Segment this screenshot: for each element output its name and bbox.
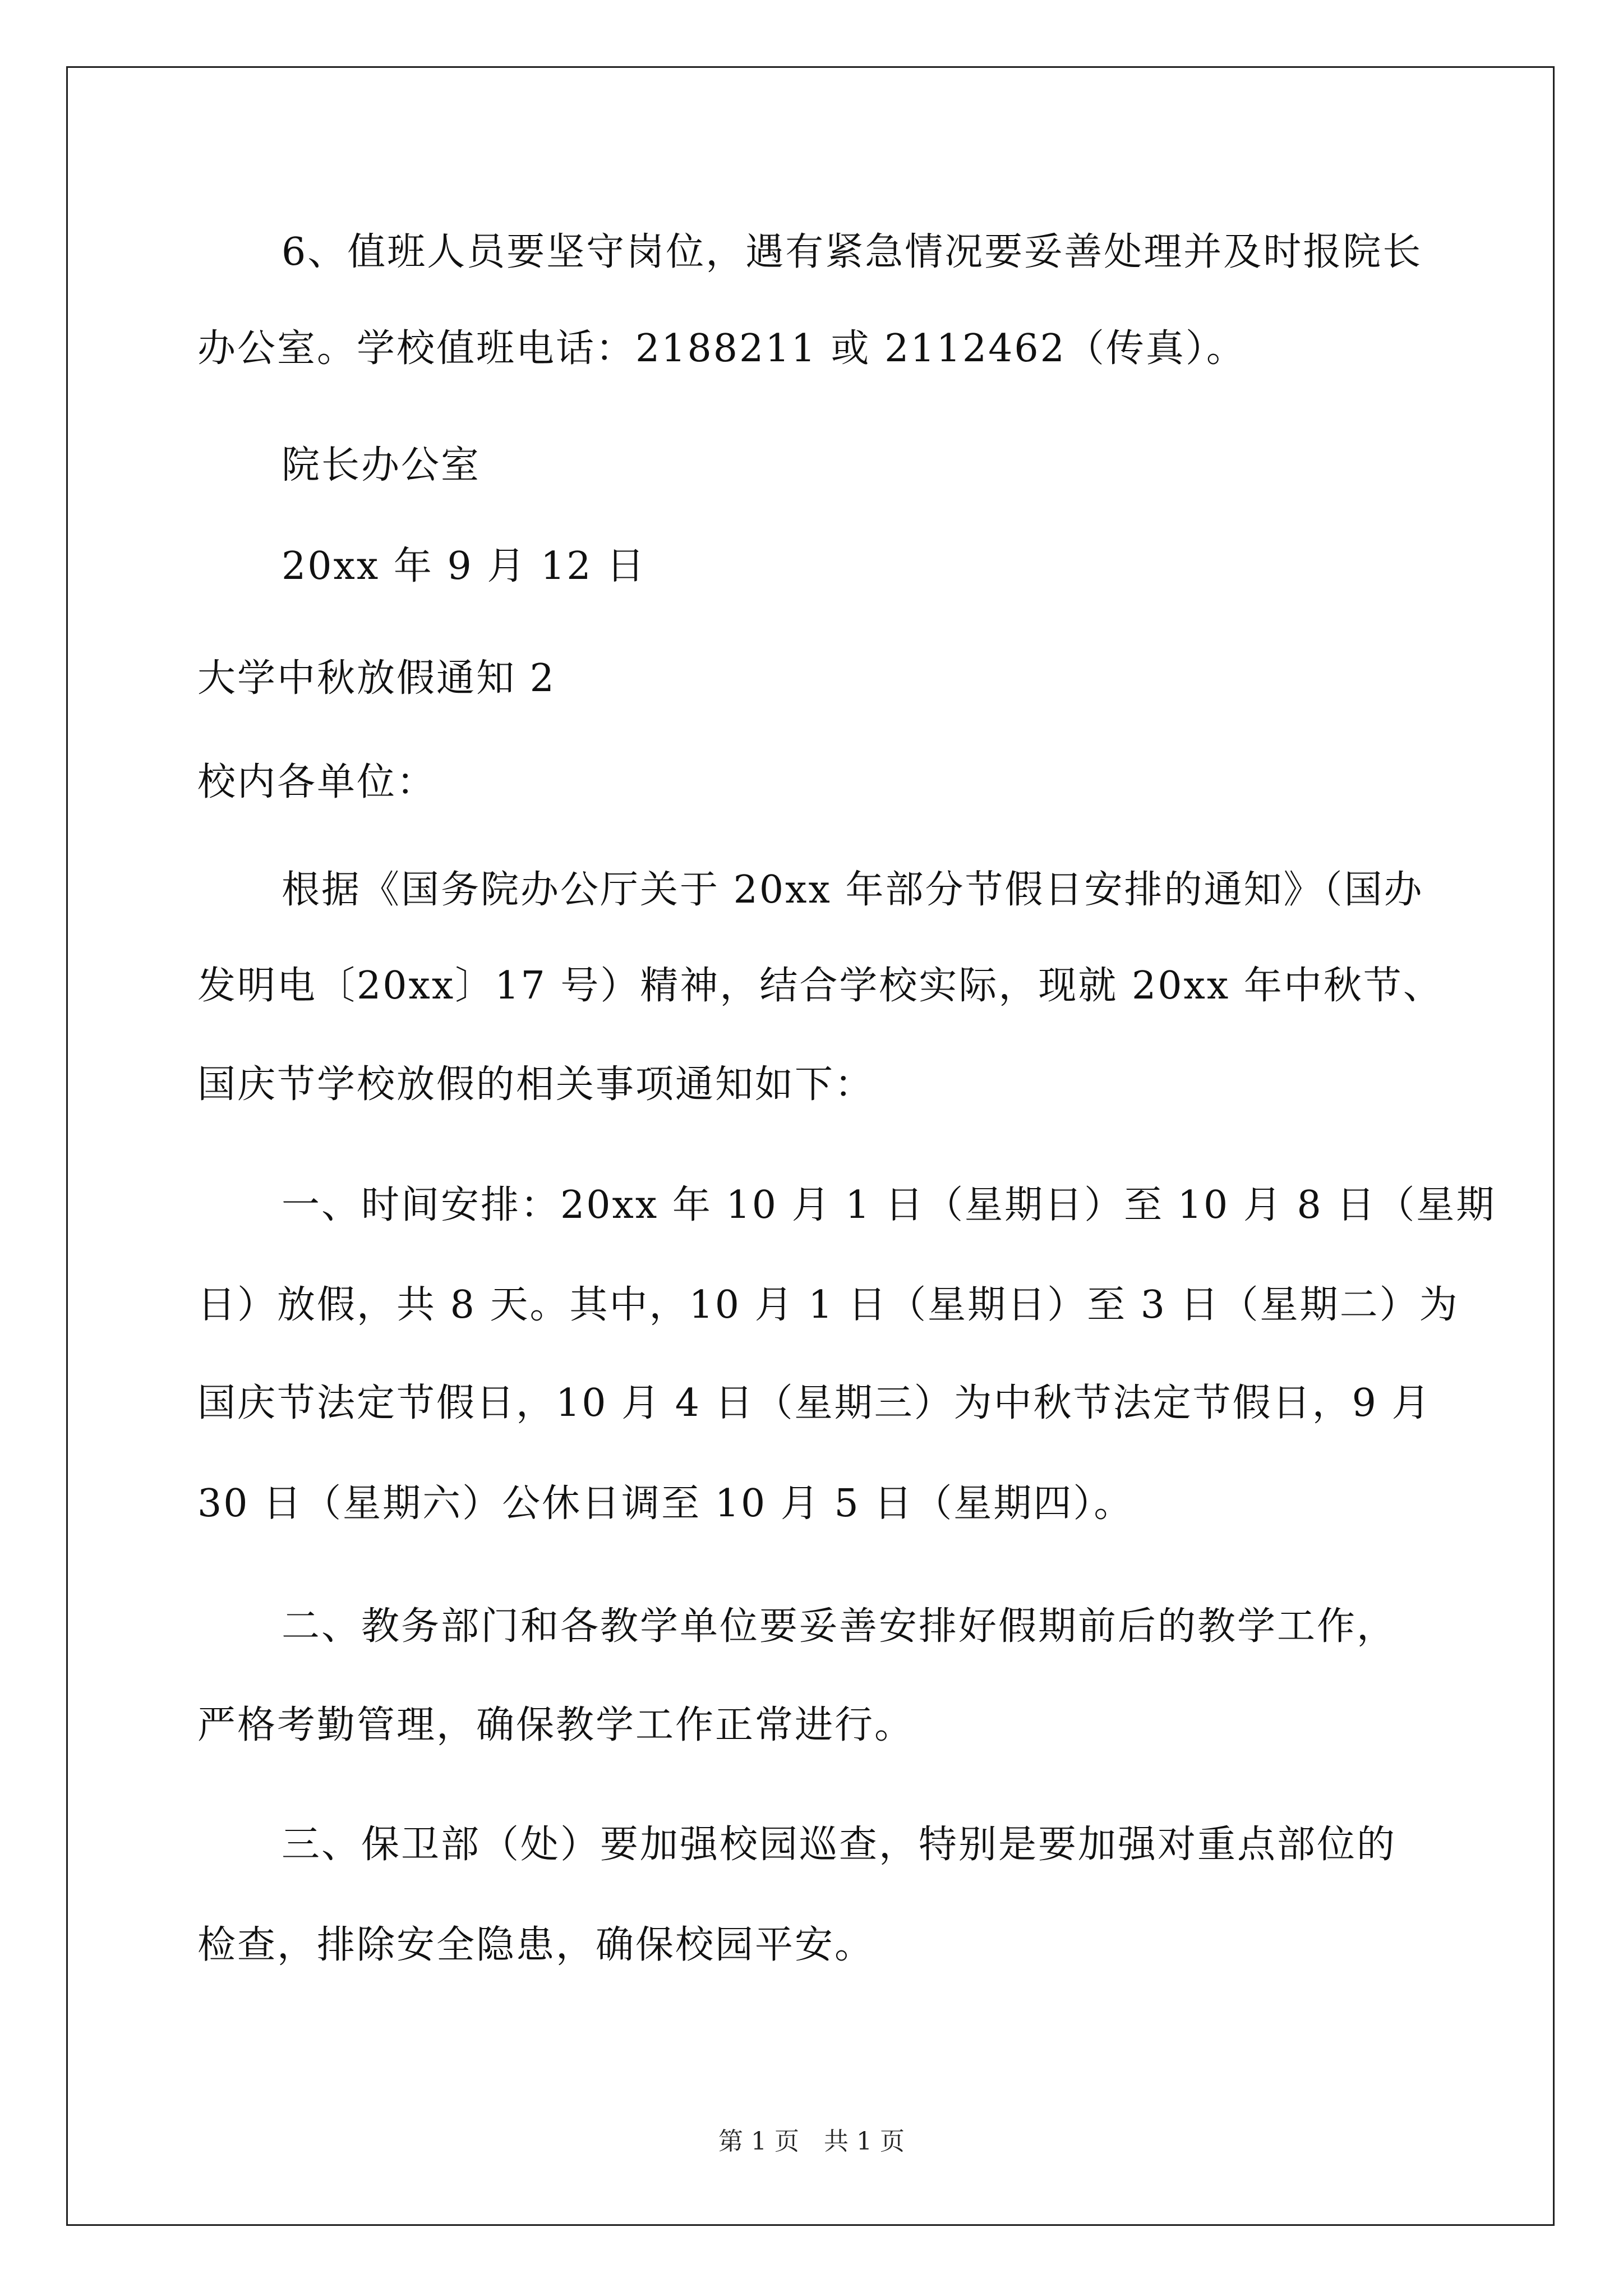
paragraph-line: 发明电〔20xx〕17 号）精神，结合学校实际，现就 20xx 年中秋节、 — [197, 964, 1443, 1008]
paragraph-line: 国庆节学校放假的相关事项通知如下： — [197, 1062, 875, 1107]
page-number-footer: 第 1 页 共 1 页 — [718, 2127, 905, 2156]
paragraph-line: 国庆节法定节假日，10 月 4 日（星期三）为中秋节法定节假日，9 月 — [197, 1381, 1432, 1425]
paragraph-line: 三、保卫部（处）要加强校园巡查，特别是要加强对重点部位的 — [282, 1823, 1397, 1867]
signature-office: 院长办公室 — [282, 443, 481, 487]
signature-date: 20xx 年 9 月 12 日 — [282, 544, 647, 588]
paragraph-line: 二、教务部门和各教学单位要妥善安排好假期前后的教学工作， — [282, 1604, 1397, 1649]
paragraph-line: 检查，排除安全隐患，确保校园平安。 — [197, 1923, 875, 1967]
paragraph-line: 日）放假，共 8 天。其中，10 月 1 日（星期日）至 3 日（星期二）为 — [197, 1283, 1459, 1327]
section-title: 大学中秋放假通知 2 — [197, 656, 556, 701]
paragraph-line: 办公室。学校值班电话：2188211 或 2112462（传真）。 — [197, 326, 1246, 371]
paragraph-line: 一、时间安排：20xx 年 10 月 1 日（星期日）至 10 月 8 日（星期 — [282, 1183, 1496, 1227]
paragraph-line: 根据《国务院办公厅关于 20xx 年部分节假日安排的通知》（国办 — [282, 868, 1424, 912]
paragraph-line: 30 日（星期六）公休日调至 10 月 5 日（星期四）。 — [197, 1481, 1134, 1526]
page-border — [66, 66, 1555, 2226]
paragraph-line: 6、值班人员要坚守岗位，遇有紧急情况要妥善处理并及时报院长 — [282, 230, 1423, 274]
paragraph-line: 严格考勤管理，确保教学工作正常进行。 — [197, 1703, 915, 1747]
salutation: 校内各单位： — [197, 760, 437, 804]
